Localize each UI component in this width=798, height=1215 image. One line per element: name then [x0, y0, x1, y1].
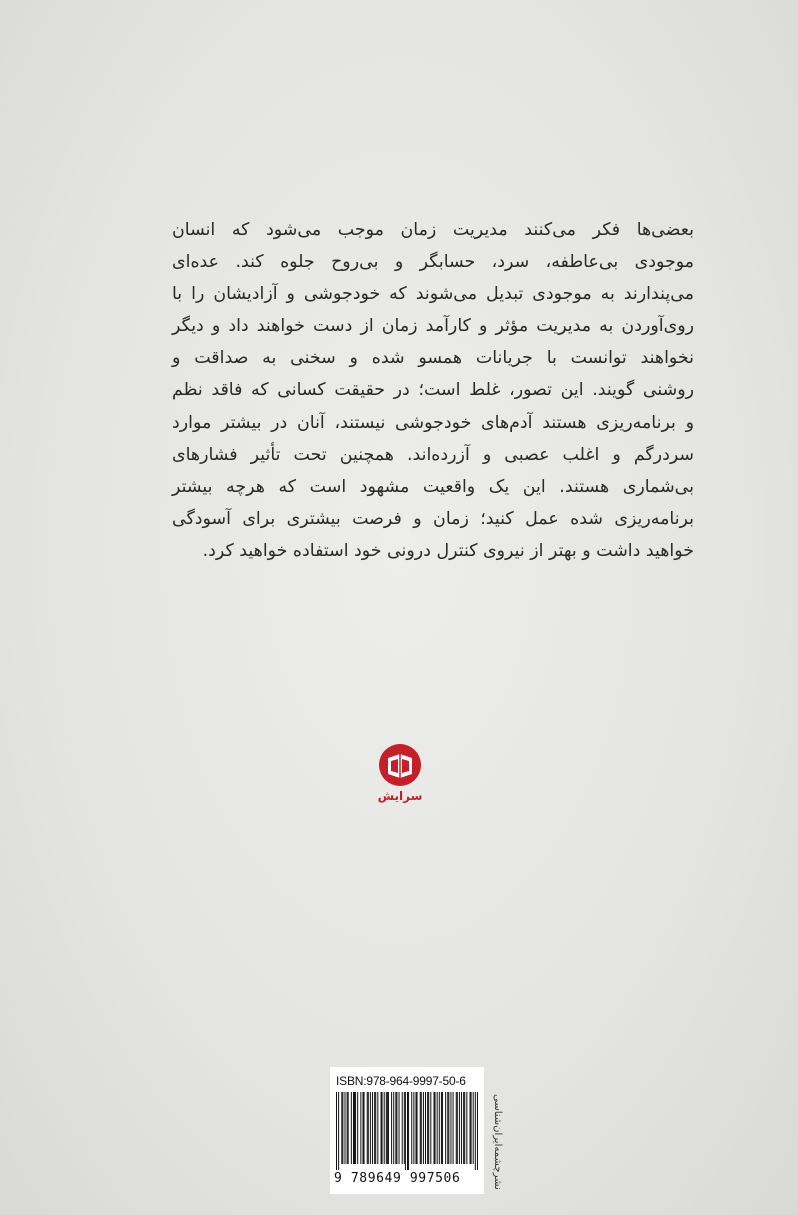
- barcode-bar: [351, 1092, 352, 1164]
- blurb-line: روشنی گویند. این تصور، غلط است؛ در حقیقت کسانی که فاقد نظم: [172, 380, 694, 401]
- barcode-bar: [405, 1092, 406, 1170]
- barcode-bar: [341, 1092, 342, 1164]
- barcode-bar: [471, 1092, 472, 1164]
- barcode-bar: [421, 1092, 422, 1164]
- barcode-bar: [368, 1092, 369, 1164]
- barcode-bar: [338, 1092, 339, 1170]
- barcode-bar: [413, 1092, 414, 1164]
- blurb-line: و برنامه‌ریزی هستند آدم‌های خودجوشی نیستند، آنان در بیشتر موارد: [172, 412, 694, 433]
- barcode-bar: [457, 1092, 458, 1164]
- barcode-bar: [402, 1092, 403, 1164]
- barcode-bar: [386, 1092, 387, 1164]
- barcode-bar: [423, 1092, 424, 1164]
- barcode-bar: [381, 1092, 382, 1164]
- barcode-bars: [336, 1092, 478, 1170]
- barcode-bar: [355, 1092, 356, 1164]
- barcode-bar: [382, 1092, 383, 1164]
- barcode-bar: [464, 1092, 465, 1164]
- barcode-bar: [428, 1092, 429, 1164]
- barcode-bar: [459, 1092, 460, 1164]
- barcode-bar: [367, 1092, 368, 1164]
- blurb-line: خواهید داشت و بهتر از نیروی کنترل درونی خود استفاده خواهید کرد.: [202, 540, 694, 561]
- barcode-bar: [427, 1092, 428, 1164]
- barcode-bar: [342, 1092, 343, 1164]
- blurb-line: بعضی‌ها فکر می‌کنند مدیریت زمان موجب می‌شود که انسان: [172, 220, 694, 240]
- blurb-line: نخواهند توانست با جریانات همسو شده و سخنی به صداقت و: [172, 348, 694, 369]
- blurb-line: بی‌شماری هستند. این یک واقعیت مشهود است که هرچه بیشتر: [172, 476, 694, 497]
- barcode-bar: [360, 1092, 361, 1164]
- barcode-bar: [387, 1092, 388, 1164]
- barcode-bar: [415, 1092, 416, 1164]
- barcode-bar: [475, 1092, 476, 1170]
- barcode-bar: [407, 1092, 408, 1170]
- barcode-bar: [408, 1092, 409, 1170]
- barcode-bar: [353, 1092, 354, 1164]
- barcode-bar: [395, 1092, 396, 1164]
- barcode-bar: [435, 1092, 436, 1164]
- barcode-bar: [370, 1092, 371, 1164]
- publisher-logo-icon: [378, 743, 422, 787]
- blurb-line: سردرگم و اغلب عصبی و آزرده‌اند. همچنین تحت تأثیر فشارهای: [172, 444, 694, 465]
- barcode-bar: [450, 1092, 451, 1164]
- blurb-line: روی‌آوردن به مدیریت مؤثر و کارآمد زمان از دست خواهند داد و دیگر: [172, 316, 694, 337]
- barcode-bar: [364, 1092, 365, 1164]
- barcode-bar: [461, 1092, 462, 1164]
- blurb-line: موجودی بی‌عاطفه، سرد، حسابگر و بی‌روح جلوه کند. عده‌ای: [172, 252, 694, 273]
- barcode-bar: [399, 1092, 400, 1164]
- barcode-bar: [391, 1092, 392, 1164]
- blurb-line: می‌پندارند به موجودی تبدیل می‌شوند که خودجوشی و آزادیشان را با: [172, 284, 694, 305]
- barcode-bar: [445, 1092, 446, 1164]
- barcode-bar: [357, 1092, 358, 1164]
- barcode-bar: [466, 1092, 467, 1164]
- barcode-bar: [396, 1092, 397, 1164]
- barcode-bar: [447, 1092, 448, 1164]
- barcode-bar: [384, 1092, 385, 1164]
- barcode-bar: [404, 1092, 405, 1164]
- barcode-bar: [344, 1092, 345, 1164]
- barcode-bar: [437, 1092, 438, 1164]
- barcode-bar: [362, 1092, 363, 1164]
- barcode-bar: [425, 1092, 426, 1164]
- barcode-bar: [430, 1092, 431, 1164]
- barcode-bar: [420, 1092, 421, 1164]
- barcode-bar: [470, 1092, 471, 1164]
- barcode-bar: [375, 1092, 376, 1164]
- barcode-bar: [463, 1092, 464, 1164]
- barcode-bar: [393, 1092, 394, 1164]
- back-cover-blurb: [172, 214, 694, 567]
- barcode-digits: 9 789649 997506: [334, 1171, 461, 1186]
- barcode-bar: [441, 1092, 442, 1164]
- barcode-bar: [453, 1092, 454, 1164]
- isbn-label: ISBN:978-964-9997-50-6: [336, 1074, 466, 1088]
- barcode-bar: [348, 1092, 349, 1164]
- side-note: نشرچشمه‌ایران‌شناسی: [492, 1094, 503, 1190]
- barcode-bar: [372, 1092, 373, 1164]
- barcode-bar: [388, 1092, 389, 1164]
- barcode-bar: [377, 1092, 378, 1164]
- barcode-bar: [347, 1092, 348, 1164]
- barcode-bar: [477, 1092, 478, 1170]
- barcode-bar: [473, 1092, 474, 1164]
- blurb-line: برنامه‌ریزی شده عمل کنید؛ زمان و فرصت بیشتری برای آسودگی: [172, 508, 694, 529]
- publisher-name: سرایش: [377, 789, 423, 803]
- barcode-bar: [442, 1092, 443, 1164]
- barcode-bar: [456, 1092, 457, 1164]
- barcode-bar: [417, 1092, 418, 1164]
- barcode-bar: [354, 1092, 355, 1164]
- barcode-bar: [411, 1092, 412, 1164]
- barcode-bar: [336, 1092, 337, 1170]
- barcode-bar: [374, 1092, 375, 1164]
- barcode-bar: [439, 1092, 440, 1164]
- barcode-bar: [448, 1092, 449, 1164]
- barcode-bar: [433, 1092, 434, 1164]
